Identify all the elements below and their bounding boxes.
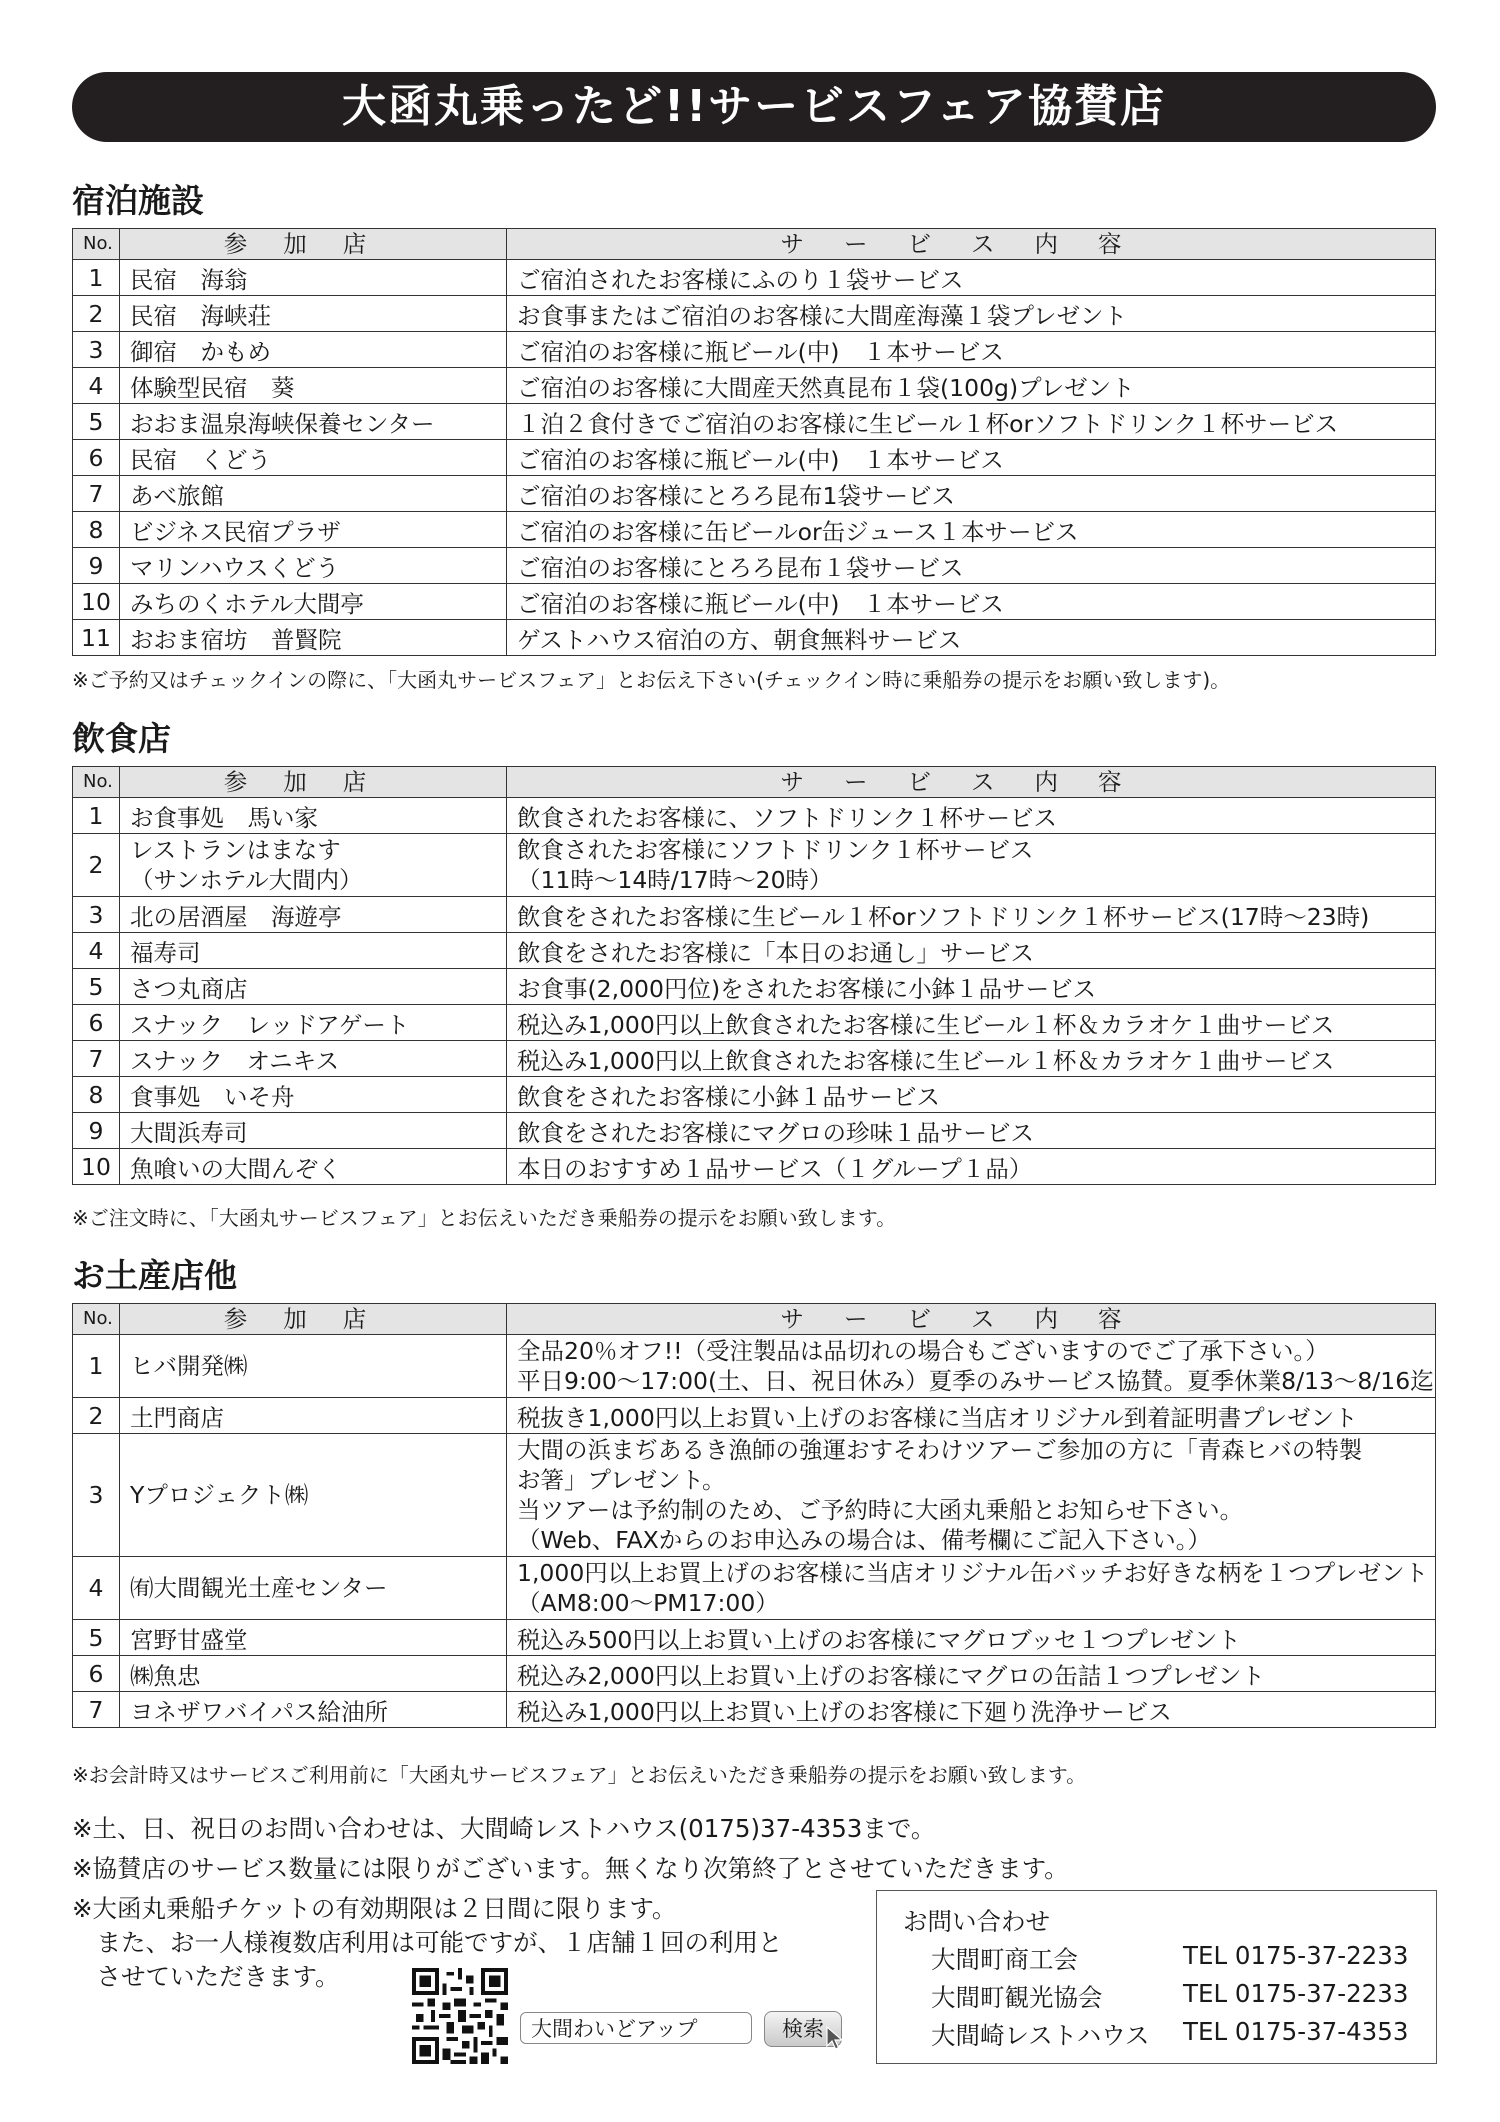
service-text: 平日9:00～17:00(土、日、祝日休み）夏季のみサービス協賛。夏季休業8/13～8/16迄 [517,1367,1434,1395]
row-number: 8 [73,512,120,548]
table-row [73,296,1436,332]
shop-name: あべ旅館 [130,481,224,510]
shop-name-cell [120,1005,507,1041]
shop-name: みちのくホテル大間亭 [130,589,364,618]
column-header-service: サービス内容 [507,229,1436,260]
shop-name-cell [120,1113,507,1149]
table-row [73,1077,1436,1113]
table-header-row [73,767,1436,798]
service-text: （11時～14時/17時～20時） [517,866,833,894]
service-text: 税込み500円以上お買い上げのお客様にマグロブッセ１つプレゼント [517,1625,1241,1654]
service-text: 飲食をされたお客様に「本日のお通し」サービス [517,938,1034,967]
service-cell [507,933,1436,969]
service-text: ご宿泊されたお客様にふのり１袋サービス [517,265,964,294]
service-text: 税込み1,000円以上お買い上げのお客様に下廻り洗浄サービス [517,1697,1172,1726]
shop-name-cell [120,1656,507,1692]
service-cell [507,296,1436,332]
search-input[interactable]: 大間わいどアップ [520,2012,752,2044]
shop-name-cell [120,1557,507,1620]
service-text: ご宿泊のお客様に瓶ビール(中) １本サービス [517,445,1004,474]
table-row [73,404,1436,440]
shop-name: ㈱魚忠 [130,1661,201,1690]
shop-name-cell [120,404,507,440]
table-header-row [73,229,1436,260]
row-number: 5 [73,1620,120,1656]
row-number: 10 [73,584,120,620]
contact-name: 大間町商工会 [931,1945,1078,1974]
table-row [73,834,1436,897]
service-cell [507,1656,1436,1692]
service-cell [507,1077,1436,1113]
section-note: ※ご予約又はチェックインの際に、「大函丸サービスフェア」とお伝え下さい(チェックイン時に乗船券の提示をお願い致します)。 [72,668,1231,692]
shop-name-cell [120,1434,507,1557]
service-text: ご宿泊のお客様に瓶ビール(中) １本サービス [517,589,1004,618]
table-row [73,933,1436,969]
shop-name: スナック レッドアゲート [130,1010,410,1039]
table-row [73,512,1436,548]
service-text: 大間の浜まぢあるき漁師の強運おすそわけツアーご参加の方に「青森ヒバの特製 [517,1436,1363,1464]
row-number: 6 [73,1656,120,1692]
service-cell [507,1041,1436,1077]
shop-name: 大間浜寿司 [130,1118,248,1147]
row-number: 1 [73,798,120,834]
contact-tel: TEL 0175-37-2233 [1183,1941,1409,1970]
table-row [73,620,1436,656]
table-row [73,1557,1436,1620]
table-row [73,1656,1436,1692]
shop-name: 御宿 かもめ [130,337,271,366]
service-table [72,1303,1436,1728]
row-number: 5 [73,969,120,1005]
column-header-no: No. [73,767,120,798]
service-text: 飲食されたお客様に、ソフトドリンク１杯サービス [517,803,1058,832]
section-title: お土産店他 [72,1256,237,1295]
service-text: 当ツアーは予約制のため、ご予約時に大函丸乗船とお知らせ下さい。 [517,1496,1244,1524]
service-text: お食事(2,000円位)をされたお客様に小鉢１品サービス [517,974,1097,1003]
service-text: 本日のおすすめ１品サービス（１グループ１品） [517,1154,1033,1183]
service-text: お箸」プレゼント。 [517,1466,726,1494]
shop-name: 土門商店 [130,1403,224,1432]
shop-name-cell [120,260,507,296]
service-cell [507,620,1436,656]
service-cell [507,798,1436,834]
service-text: ご宿泊のお客様にとろろ昆布1袋サービス [517,481,955,510]
qr-code-icon[interactable] [412,1968,508,2064]
section-title: 飲食店 [72,719,171,758]
shop-name: 宮野甘盛堂 [130,1625,248,1654]
table-row [73,1692,1436,1728]
row-number: 3 [73,897,120,933]
table-row [73,584,1436,620]
shop-name-cell [120,548,507,584]
service-text: ご宿泊のお客様に瓶ビール(中) １本サービス [517,337,1004,366]
service-cell [507,1557,1436,1620]
service-text: お食事またはご宿泊のお客様に大間産海藻１袋プレゼント [517,301,1128,330]
shop-name-cell [120,933,507,969]
service-text: 飲食をされたお客様に小鉢１品サービス [517,1082,940,1111]
service-cell [507,584,1436,620]
table-row [73,897,1436,933]
service-cell [507,1434,1436,1557]
shop-name-cell [120,1398,507,1434]
shop-name: ヒバ開発㈱ [130,1352,248,1380]
service-table [72,228,1436,656]
table-row [73,969,1436,1005]
row-number: 9 [73,1113,120,1149]
shop-name: Yプロジェクト㈱ [130,1481,309,1509]
service-text: 税込み1,000円以上飲食されたお客様に生ビール１杯＆カラオケ１曲サービス [517,1046,1335,1075]
service-cell [507,260,1436,296]
service-text: １泊２食付きでご宿泊のお客様に生ビール１杯orソフトドリンク１杯サービス [517,409,1339,438]
service-text: ゲストハウス宿泊の方、朝食無料サービス [517,625,962,654]
service-text: 飲食されたお客様にソフトドリンク１杯サービス [517,836,1034,864]
column-header-shop: 参加店 [120,1304,507,1335]
table-row [73,476,1436,512]
row-number: 11 [73,620,120,656]
table-row [73,1398,1436,1434]
row-number: 9 [73,548,120,584]
table-row [73,1149,1436,1185]
row-number: 5 [73,404,120,440]
row-number: 7 [73,476,120,512]
mouse-cursor-icon [826,2026,846,2052]
shop-name-cell [120,368,507,404]
shop-name: お食事処 馬い家 [130,803,318,832]
service-cell [507,368,1436,404]
row-number: 2 [73,1398,120,1434]
row-number: 4 [73,1557,120,1620]
service-text: 飲食をされたお客様に生ビール１杯orソフトドリンク１杯サービス(17時～23時) [517,902,1370,931]
contact-tel: TEL 0175-37-2233 [1183,1979,1409,2008]
contact-row [931,2017,1409,2052]
page-banner-title: 大函丸乗ったど!!サービスフェア協賛店 [72,72,1436,142]
footer-note: させていただきます。 [72,1962,340,1991]
footer-note: ※協賛店のサービス数量には限りがございます。無くなり次第終了とさせていただきます。 [72,1854,1069,1883]
shop-name-cell [120,512,507,548]
column-header-service: サービス内容 [507,767,1436,798]
shop-name: マリンハウスくどう [130,553,340,582]
shop-name: ヨネザワバイパス給油所 [130,1697,389,1726]
contact-name: 大間町観光協会 [931,1983,1103,2012]
section-note: ※ご注文時に、「大函丸サービスフェア」とお伝えいただき乗船券の提示をお願い致します。 [72,1206,897,1230]
shop-name-cell [120,897,507,933]
contact-name: 大間崎レストハウス [931,2021,1150,2050]
service-cell [507,548,1436,584]
shop-name: 体験型民宿 葵 [130,373,295,402]
row-number: 6 [73,440,120,476]
shop-name: ㈲大間観光土産センター [130,1574,388,1602]
row-number: 7 [73,1692,120,1728]
service-text: 飲食をされたお客様にマグロの珍味１品サービス [517,1118,1034,1147]
service-cell [507,1335,1436,1398]
shop-name: レストランはまなす [130,836,341,864]
contact-row [931,1941,1409,1976]
shop-name: 福寿司 [130,938,201,967]
shop-name-cell [120,834,507,897]
section-title: 宿泊施設 [72,181,204,220]
shop-name: おおま宿坊 普賢院 [130,625,342,654]
table-row [73,1041,1436,1077]
contact-tel: TEL 0175-37-4353 [1183,2017,1409,2046]
service-text: ご宿泊のお客様に缶ビールor缶ジュース１本サービス [517,517,1079,546]
row-number: 7 [73,1041,120,1077]
shop-name: 民宿 海峡荘 [130,301,271,330]
contact-box [876,1890,1437,2064]
shop-name-cell [120,620,507,656]
service-text: ご宿泊のお客様にとろろ昆布１袋サービス [517,553,964,582]
row-number: 4 [73,368,120,404]
service-cell [507,1113,1436,1149]
service-text: （AM8:00～PM17:00） [517,1589,779,1617]
table-row [73,440,1436,476]
column-header-no: No. [73,1304,120,1335]
shop-name-cell [120,440,507,476]
footer-note: ※大函丸乗船チケットの有効期限は２日間に限ります。 [72,1894,677,1923]
section-note: ※お会計時又はサービスご利用前に「大函丸サービスフェア」とお伝えいただき乗船券の提示をお願い致します。 [72,1763,1087,1787]
service-text: （Web、FAXからのお申込みの場合は、備考欄にご記入下さい。） [517,1526,1212,1554]
table-row [73,368,1436,404]
shop-name-cell [120,969,507,1005]
table-row [73,1113,1436,1149]
footer-note: ※土、日、祝日のお問い合わせは、大間崎レストハウス(0175)37-4353まで。 [72,1814,936,1843]
service-cell [507,332,1436,368]
column-header-no: No. [73,229,120,260]
service-text: 税抜き1,000円以上お買い上げのお客様に当店オリジナル到着証明書プレゼント [517,1403,1358,1432]
footer-note: また、お一人様複数店利用は可能ですが、１店舗１回の利用と [72,1928,783,1957]
shop-name-cell [120,476,507,512]
shop-name: 魚喰いの大間んぞく [130,1154,342,1183]
table-row [73,332,1436,368]
table-row [73,548,1436,584]
shop-name-cell [120,1041,507,1077]
service-text: 1,000円以上お買上げのお客様に当店オリジナル缶バッチお好きな柄を１つプレゼント [517,1559,1429,1587]
service-text: 税込み2,000円以上お買い上げのお客様にマグロの缶詰１つプレゼント [517,1661,1265,1690]
shop-name: スナック オニキス [130,1046,340,1075]
shop-name-cell [120,1620,507,1656]
row-number: 1 [73,1335,120,1398]
shop-name: おおま温泉海峡保養センター [130,409,435,438]
table-row [73,1005,1436,1041]
table-row [73,1335,1436,1398]
shop-name-cell [120,1077,507,1113]
service-cell [507,1620,1436,1656]
row-number: 3 [73,332,120,368]
shop-name: 食事処 いそ舟 [130,1082,295,1111]
row-number: 2 [73,834,120,897]
service-table [72,766,1436,1185]
row-number: 4 [73,933,120,969]
row-number: 3 [73,1434,120,1557]
service-cell [507,476,1436,512]
shop-name: 北の居酒屋 海遊亭 [130,902,342,931]
table-row [73,1434,1436,1557]
row-number: 10 [73,1149,120,1185]
shop-name-cell [120,296,507,332]
service-cell [507,1398,1436,1434]
service-cell [507,512,1436,548]
table-header-row [73,1304,1436,1335]
row-number: 1 [73,260,120,296]
service-text: 全品20％オフ!!（受注製品は品切れの場合もございますのでご了承下さい。） [517,1337,1329,1365]
service-text: ご宿泊のお客様に大間産天然真昆布１袋(100g)プレゼント [517,373,1135,402]
contact-row [931,1979,1409,2014]
shop-name: さつ丸商店 [130,974,248,1003]
service-cell [507,440,1436,476]
service-cell [507,1149,1436,1185]
shop-name-cell [120,1692,507,1728]
service-cell [507,834,1436,897]
column-header-service: サービス内容 [507,1304,1436,1335]
service-cell [507,897,1436,933]
column-header-shop: 参加店 [120,229,507,260]
row-number: 8 [73,1077,120,1113]
service-cell [507,1692,1436,1728]
shop-name: 民宿 くどう [130,445,271,474]
shop-name-cell [120,584,507,620]
column-header-shop: 参加店 [120,767,507,798]
table-row [73,798,1436,834]
shop-name: （サンホテル大間内） [130,866,363,894]
service-cell [507,404,1436,440]
shop-name: 民宿 海翁 [130,265,248,294]
row-number: 2 [73,296,120,332]
shop-name: ビジネス民宿プラザ [130,517,341,546]
shop-name-cell [120,1335,507,1398]
service-cell [507,1005,1436,1041]
contact-title: お問い合わせ [903,1907,1050,1936]
row-number: 6 [73,1005,120,1041]
table-row [73,1620,1436,1656]
service-cell [507,969,1436,1005]
table-row [73,260,1436,296]
shop-name-cell [120,798,507,834]
shop-name-cell [120,332,507,368]
service-text: 税込み1,000円以上飲食されたお客様に生ビール１杯＆カラオケ１曲サービス [517,1010,1335,1039]
search-button[interactable]: 検索 [764,2011,842,2047]
shop-name-cell [120,1149,507,1185]
